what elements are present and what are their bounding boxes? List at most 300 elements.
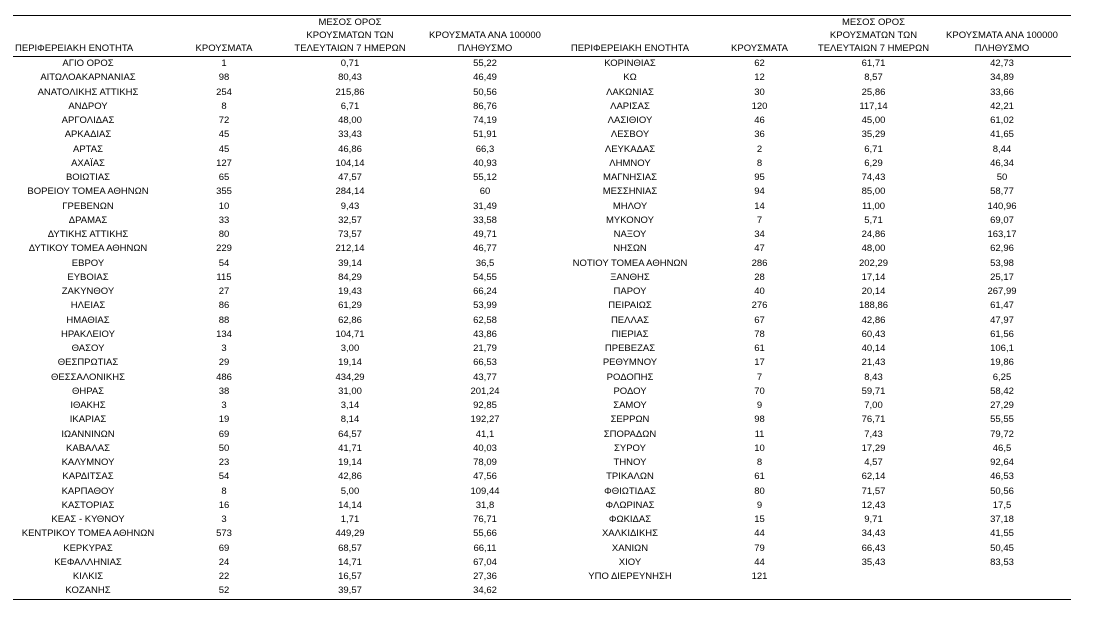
left-cases-cell: 254: [216, 86, 232, 98]
right-region-cell: ΜΗΛΟΥ: [612, 200, 648, 212]
right-cases-cell: 17: [754, 357, 765, 369]
right-avg7-cell: [814, 584, 933, 599]
right-cases-cell: 61: [754, 343, 765, 354]
left-avg7-cell: 14,14: [338, 499, 362, 511]
table-row: [13, 371, 1071, 385]
right-per100k-cell: 163,17: [987, 229, 1017, 240]
right-per100k-cell: 46,5: [992, 442, 1012, 454]
table-row: [13, 228, 1071, 242]
right-per100k-cell: 58,77: [990, 186, 1014, 198]
right-cases-cell: 94: [754, 186, 765, 198]
right-per100k-cell: 58,42: [990, 385, 1014, 397]
left-region-cell: ΑΓΙΟ ΟΡΟΣ: [62, 58, 114, 69]
left-avg7-cell: 39,57: [285, 584, 415, 599]
header-per100k-left: [415, 16, 555, 57]
right-avg7-cell: 11,00: [861, 200, 886, 212]
table-row: [13, 257, 1071, 271]
left-avg7-cell: 48,00: [338, 115, 362, 126]
right-cases-cell: 34: [754, 229, 765, 240]
left-per100k-cell: 201,24: [470, 385, 500, 397]
left-region-cell: ΘΗΡΑΣ: [71, 385, 105, 397]
right-region-cell: ΠΙΕΡΙΑΣ: [611, 328, 649, 340]
table-row: [13, 527, 1071, 541]
header-avg7-line2: ΚΡΟΥΣΜΑΤΩΝ ΤΩΝ: [829, 30, 918, 41]
left-cases-cell: 3: [221, 343, 227, 354]
table-row: [13, 314, 1071, 328]
left-per100k-cell: 40,03: [473, 442, 497, 454]
table-row: [13, 513, 1071, 527]
left-cases-cell: 229: [216, 243, 232, 255]
left-cases-cell: 69: [218, 428, 230, 440]
left-per100k-cell: 76,71: [473, 514, 497, 525]
right-region-cell: ΣΕΡΡΩΝ: [610, 414, 650, 426]
right-per100k-cell: 92,64: [990, 457, 1014, 468]
left-cases-cell: 486: [216, 371, 232, 383]
right-cases-cell: 120: [751, 100, 768, 112]
right-per100k-cell: [933, 570, 1071, 584]
left-region-cell: ΖΑΚΥΝΘΟΥ: [61, 286, 115, 297]
right-avg7-cell: 7,00: [864, 400, 883, 411]
right-per100k-cell: 34,89: [990, 72, 1014, 84]
cases-table-container: [13, 15, 1071, 600]
right-region-cell: ΥΠΟ ΔΙΕΡΕΥΝΗΣΗ: [588, 571, 672, 582]
table-row: [13, 57, 1071, 72]
left-region-cell: ΑΝΔΡΟΥ: [68, 100, 108, 112]
right-per100k-cell: 50: [996, 172, 1008, 183]
left-cases-cell: 115: [216, 271, 232, 283]
right-avg7-cell: 45,00: [861, 115, 886, 126]
left-avg7-cell: 80,43: [338, 72, 362, 84]
left-avg7-cell: 14,71: [338, 556, 362, 568]
right-avg7-cell: 117,14: [859, 100, 888, 112]
right-per100k-cell: 61,56: [990, 328, 1014, 340]
right-per100k-cell: 37,18: [990, 514, 1014, 525]
right-per100k-cell: 6,25: [992, 371, 1012, 383]
left-per100k-cell: 55,66: [473, 528, 497, 540]
header-avg7-line3: ΤΕΛΕΥΤΑΙΩΝ 7 ΗΜΕΡΩΝ: [817, 43, 930, 54]
table-body: [13, 57, 1071, 600]
right-per100k-cell: 33,66: [990, 86, 1014, 98]
left-cases-cell: 134: [216, 328, 232, 340]
table-row: [13, 328, 1071, 342]
right-region-cell: ΛΕΥΚΑΔΑΣ: [604, 143, 656, 155]
left-region-cell: ΑΝΑΤΟΛΙΚΗΣ ΑΤΤΙΚΗΣ: [37, 86, 139, 98]
left-per100k-cell: 34,62: [415, 584, 555, 599]
table-row: [13, 143, 1071, 157]
left-per100k-cell: 109,44: [470, 485, 500, 497]
right-region-cell: ΚΩ: [623, 72, 637, 84]
right-cases-cell: 46: [754, 115, 765, 126]
right-avg7-cell: 62,14: [861, 471, 886, 483]
right-avg7-cell: 17,14: [861, 271, 886, 283]
left-per100k-cell: 41,1: [475, 428, 495, 440]
right-per100k-cell: 47,97: [990, 314, 1014, 326]
left-avg7-cell: 104,14: [335, 157, 365, 169]
right-region-cell: ΡΕΘΥΜΝΟΥ: [602, 357, 658, 369]
right-cases-cell: 10: [754, 442, 765, 454]
right-per100k-cell: 62,96: [990, 243, 1014, 255]
right-cases-cell: 44: [754, 528, 765, 540]
left-avg7-cell: 434,29: [335, 371, 365, 383]
right-region-cell: ΛΑΚΩΝΙΑΣ: [606, 86, 654, 98]
right-avg7-cell: 35,43: [861, 556, 886, 568]
left-cases-cell: 23: [218, 457, 230, 468]
left-region-cell: ΕΥΒΟΙΑΣ: [67, 271, 109, 283]
right-per100k-cell: 46,53: [990, 471, 1014, 483]
left-cases-cell: 127: [216, 157, 232, 169]
right-cases-cell: 2: [756, 143, 763, 155]
left-region-cell: ΘΕΣΣΑΛΟΝΙΚΗΣ: [51, 371, 125, 383]
right-avg7-cell: 71,57: [861, 485, 886, 497]
table-row: [13, 271, 1071, 285]
left-per100k-cell: 92,85: [473, 400, 497, 411]
left-region-cell: ΚΑΛΥΜΝΟΥ: [61, 457, 115, 468]
left-per100k-cell: 36,5: [475, 257, 495, 269]
header-region-left: ΠΕΡΙΦΕΡΕΙΑΚΗ ΕΝΟΤΗΤΑ: [13, 16, 163, 57]
right-region-cell: ΝΗΣΩΝ: [613, 243, 647, 255]
left-cases-cell: 355: [216, 186, 232, 198]
left-per100k-cell: 46,49: [473, 72, 497, 84]
left-region-cell: ΒΟΡΕΙΟΥ ΤΟΜΕΑ ΑΘΗΝΩΝ: [27, 186, 149, 198]
right-cases-cell: 8: [756, 157, 763, 169]
right-cases-cell: 121: [751, 571, 768, 582]
left-per100k-cell: 66,11: [473, 542, 497, 554]
left-avg7-cell: 47,57: [338, 172, 362, 183]
table-row: [13, 200, 1071, 214]
left-region-cell: ΘΕΣΠΡΩΤΙΑΣ: [57, 357, 119, 369]
right-per100k-cell: 69,07: [990, 214, 1014, 226]
right-cases-cell: 79: [754, 542, 765, 554]
left-avg7-cell: 9,43: [340, 200, 360, 212]
left-cases-cell: 65: [218, 172, 230, 183]
table-row: [13, 114, 1071, 128]
right-avg7-cell: 6,71: [864, 143, 883, 155]
table-row: [13, 428, 1071, 442]
left-cases-cell: 22: [218, 571, 230, 582]
right-per100k-cell: 41,55: [990, 528, 1014, 540]
left-avg7-cell: 62,86: [338, 314, 362, 326]
right-region-cell: ΦΩΚΙΔΑΣ: [608, 514, 652, 525]
left-region-cell: ΔΡΑΜΑΣ: [68, 214, 108, 226]
left-region-cell: ΓΡΕΒΕΝΩΝ: [62, 200, 114, 212]
right-region-cell: ΡΟΔΟΥ: [613, 385, 647, 397]
right-per100k-cell: 140,96: [987, 200, 1017, 212]
left-cases-cell: 1: [221, 58, 227, 69]
table-row: [13, 86, 1071, 100]
right-region-cell: ΣΑΜΟΥ: [613, 400, 647, 411]
left-cases-cell: 3: [221, 400, 227, 411]
right-per100k-cell: 53,98: [990, 257, 1014, 269]
right-region-cell: ΣΠΟΡΑΔΩΝ: [603, 428, 657, 440]
right-region-cell: ΠΕΛΛΑΣ: [610, 314, 650, 326]
right-per100k-cell: 19,86: [990, 357, 1014, 369]
left-per100k-cell: 31,8: [475, 499, 495, 511]
right-per100k-cell: 83,53: [990, 556, 1014, 568]
left-cases-cell: 98: [218, 72, 230, 84]
right-cases-cell: 36: [754, 129, 765, 141]
left-per100k-cell: 47,56: [473, 471, 497, 483]
right-per100k-cell: 61,02: [990, 115, 1014, 126]
right-per100k-cell: [933, 584, 1071, 599]
left-cases-cell: 54: [218, 257, 230, 269]
table-row: [13, 485, 1071, 499]
left-cases-cell: 3: [221, 514, 227, 525]
left-region-cell: ΗΜΑΘΙΑΣ: [66, 314, 110, 326]
left-cases-cell: 45: [218, 129, 230, 141]
left-avg7-cell: 46,86: [338, 143, 362, 155]
left-avg7-cell: 73,57: [338, 229, 362, 240]
right-avg7-cell: 66,43: [861, 542, 886, 554]
left-avg7-cell: 449,29: [335, 528, 365, 540]
right-region-cell: ΠΡΕΒΕΖΑΣ: [604, 343, 656, 354]
left-cases-cell: 8: [221, 485, 227, 497]
left-per100k-cell: 49,71: [473, 229, 497, 240]
right-cases-cell: 70: [754, 385, 765, 397]
left-avg7-cell: 104,71: [335, 328, 365, 340]
left-cases-cell: 86: [218, 300, 230, 312]
left-region-cell: ΑΧΑΪΑΣ: [71, 157, 105, 169]
right-cases-cell: 30: [754, 86, 765, 98]
table-row: [13, 399, 1071, 413]
left-cases-cell: 33: [218, 214, 230, 226]
right-region-cell: ΤΡΙΚΑΛΩΝ: [606, 471, 654, 483]
right-avg7-cell: 25,86: [861, 86, 886, 98]
left-per100k-cell: 40,93: [473, 157, 497, 169]
left-region-cell: ΚΕΝΤΡΙΚΟΥ ΤΟΜΕΑ ΑΘΗΝΩΝ: [21, 528, 155, 540]
left-avg7-cell: 39,14: [338, 257, 362, 269]
left-per100k-cell: 43,77: [473, 371, 497, 383]
left-per100k-cell: 86,76: [473, 100, 497, 112]
left-per100k-cell: 46,77: [473, 243, 497, 255]
left-cases-cell: 69: [218, 542, 230, 554]
left-per100k-cell: 66,24: [473, 286, 497, 297]
left-per100k-cell: 192,27: [470, 414, 500, 426]
left-avg7-cell: 33,43: [338, 129, 362, 141]
right-per100k-cell: 8,44: [992, 143, 1012, 155]
left-region-cell: ΙΘΑΚΗΣ: [70, 400, 106, 411]
cases-by-regional-unit-table: [13, 15, 1071, 600]
right-region-cell: ΞΑΝΘΗΣ: [610, 271, 650, 283]
right-region-cell: ΛΕΣΒΟΥ: [610, 129, 650, 141]
right-per100k-cell: 42,21: [990, 100, 1014, 112]
table-row: [13, 185, 1071, 199]
header-per100k-line1: ΚΡΟΥΣΜΑΤΑ ΑΝΑ 100000: [946, 30, 1058, 41]
right-region-cell: ΤΗΝΟΥ: [613, 457, 647, 468]
right-per100k-cell: 50,56: [990, 485, 1014, 497]
left-per100k-cell: 55,12: [473, 172, 497, 183]
right-per100k-cell: 41,65: [990, 129, 1014, 141]
header-avg7-right: [814, 16, 933, 57]
left-per100k-cell: 43,86: [473, 328, 497, 340]
left-avg7-cell: 1,71: [340, 514, 360, 525]
right-region-cell: ΠΕΙΡΑΙΩΣ: [608, 300, 652, 312]
right-cases-cell: 286: [751, 257, 768, 269]
right-avg7-cell: [814, 570, 933, 584]
left-avg7-cell: 31,00: [338, 385, 362, 397]
right-cases-cell: 14: [754, 200, 765, 212]
table-row: [13, 285, 1071, 299]
left-per100k-cell: 74,19: [473, 115, 497, 126]
left-region-cell: ΚΑΒΑΛΑΣ: [66, 442, 110, 454]
left-cases-cell: 50: [218, 442, 230, 454]
right-region-cell: ΦΘΙΩΤΙΔΑΣ: [604, 485, 656, 497]
header-per100k-line1: ΚΡΟΥΣΜΑΤΑ ΑΝΑ 100000: [429, 30, 541, 41]
left-per100k-cell: 51,91: [473, 129, 497, 141]
right-region-cell: ΚΟΡΙΝΘΙΑΣ: [604, 58, 656, 69]
table-row: [13, 299, 1071, 313]
right-per100k-cell: 42,73: [990, 58, 1014, 69]
left-avg7-cell: 0,71: [340, 58, 360, 69]
left-per100k-cell: 54,55: [473, 271, 497, 283]
right-per100k-cell: 27,29: [990, 400, 1014, 411]
right-region-cell: ΝΟΤΙΟΥ ΤΟΜΕΑ ΑΘΗΝΩΝ: [572, 257, 688, 269]
header-avg7-left: [285, 16, 415, 57]
header-region-right: ΠΕΡΙΦΕΡΕΙΑΚΗ ΕΝΟΤΗΤΑ: [555, 16, 705, 57]
right-per100k-cell: 55,55: [990, 414, 1014, 426]
header-avg7-line1: ΜΕΣΟΣ ΟΡΟΣ: [841, 17, 905, 28]
left-cases-cell: 16: [218, 499, 230, 511]
right-region-cell: ΛΗΜΝΟΥ: [609, 157, 651, 169]
table-row: [13, 442, 1071, 456]
right-region-cell: ΧΑΝΙΩΝ: [611, 542, 649, 554]
right-cases-cell: 7: [756, 214, 763, 226]
right-cases-cell: 28: [754, 271, 765, 283]
table-row: [13, 542, 1071, 556]
header-avg7-line1: ΜΕΣΟΣ ΟΡΟΣ: [318, 17, 382, 28]
right-avg7-cell: 34,43: [861, 528, 886, 540]
right-cases-cell: 62: [754, 58, 765, 69]
right-avg7-cell: 74,43: [861, 172, 886, 183]
right-avg7-cell: 17,29: [861, 442, 886, 454]
right-cases-cell: 12: [754, 72, 765, 84]
table-row: [13, 456, 1071, 470]
right-cases-cell: 8: [756, 457, 763, 468]
right-per100k-cell: 106,1: [990, 343, 1014, 354]
right-region-cell: ΡΟΔΟΠΗΣ: [606, 371, 654, 383]
left-cases-cell: 38: [218, 385, 230, 397]
right-region-cell: ΛΑΡΙΣΑΣ: [610, 100, 650, 112]
left-per100k-cell: 62,58: [473, 314, 497, 326]
table-row: [13, 342, 1071, 356]
table-row: [13, 584, 1071, 599]
right-avg7-cell: 5,71: [864, 214, 883, 226]
left-region-cell: ΒΟΙΩΤΙΑΣ: [65, 172, 111, 183]
right-cases-cell: 15: [754, 514, 765, 525]
right-avg7-cell: 21,43: [861, 357, 886, 369]
right-region-cell: ΜΥΚΟΝΟΥ: [606, 214, 654, 226]
header-row: [13, 16, 1071, 57]
table-row: [13, 100, 1071, 114]
right-per100k-cell: 79,72: [990, 428, 1014, 440]
right-avg7-cell: 60,43: [861, 328, 886, 340]
right-cases-cell: [705, 584, 814, 599]
right-per100k-cell: 25,17: [990, 271, 1014, 283]
table-row: [13, 214, 1071, 228]
right-avg7-cell: 35,29: [861, 129, 886, 141]
table-row: [13, 128, 1071, 142]
right-avg7-cell: 7,43: [864, 428, 883, 440]
right-per100k-cell: 46,34: [990, 157, 1014, 169]
right-cases-cell: 67: [754, 314, 765, 326]
table-header: [13, 16, 1071, 57]
left-region-cell: ΔΥΤΙΚΗΣ ΑΤΤΙΚΗΣ: [47, 229, 129, 240]
right-avg7-cell: 8,57: [864, 72, 883, 84]
right-cases-cell: 47: [754, 243, 765, 255]
table-row: [13, 242, 1071, 256]
left-avg7-cell: 19,14: [338, 357, 362, 369]
table-row: [13, 356, 1071, 370]
left-region-cell: ΙΚΑΡΙΑΣ: [69, 414, 107, 426]
left-avg7-cell: 32,57: [338, 214, 362, 226]
table-row: [13, 385, 1071, 399]
right-region-cell: [555, 584, 705, 599]
left-region-cell: ΑΙΤΩΛΟΑΚΑΡΝΑΝΙΑΣ: [40, 72, 136, 84]
right-per100k-cell: 17,5: [992, 499, 1012, 511]
left-avg7-cell: 64,57: [338, 428, 362, 440]
header-avg7-line3: ΤΕΛΕΥΤΑΙΩΝ 7 ΗΜΕΡΩΝ: [294, 43, 406, 54]
left-region-cell: ΚΑΣΤΟΡΙΑΣ: [61, 499, 115, 511]
left-avg7-cell: 8,14: [340, 414, 360, 426]
right-cases-cell: 95: [754, 172, 765, 183]
right-avg7-cell: 8,43: [864, 371, 883, 383]
right-per100k-cell: 267,99: [987, 286, 1017, 297]
left-cases-cell: 24: [218, 556, 230, 568]
left-per100k-cell: 60: [479, 186, 491, 198]
left-region-cell: ΔΥΤΙΚΟΥ ΤΟΜΕΑ ΑΘΗΝΩΝ: [28, 243, 148, 255]
left-avg7-cell: 42,86: [338, 471, 362, 483]
left-region-cell: ΚΕΡΚΥΡΑΣ: [63, 542, 113, 554]
left-avg7-cell: 3,00: [340, 343, 360, 354]
right-avg7-cell: 40,14: [861, 343, 886, 354]
left-avg7-cell: 41,71: [338, 442, 362, 454]
left-per100k-cell: 78,09: [473, 457, 497, 468]
table-row: [13, 556, 1071, 570]
left-region-cell: ΑΡΓΟΛΙΔΑΣ: [61, 115, 115, 126]
left-region-cell: ΘΑΣΟΥ: [71, 343, 105, 354]
right-region-cell: ΧΑΛΚΙΔΙΚΗΣ: [601, 528, 659, 540]
left-cases-cell: 54: [218, 471, 230, 483]
right-cases-cell: 7: [756, 371, 763, 383]
table-row: [13, 413, 1071, 427]
left-avg7-cell: 3,14: [340, 400, 360, 411]
left-cases-cell: 80: [218, 229, 230, 240]
right-avg7-cell: 24,86: [861, 229, 886, 240]
right-region-cell: ΝΑΞΟΥ: [613, 229, 647, 240]
right-cases-cell: 78: [754, 328, 765, 340]
left-per100k-cell: 66,3: [475, 143, 495, 155]
right-cases-cell: 276: [751, 300, 768, 312]
right-region-cell: ΜΕΣΣΗΝΙΑΣ: [602, 186, 658, 198]
right-per100k-cell: 61,47: [990, 300, 1014, 312]
left-region-cell: ΚΕΑΣ - ΚΥΘΝΟΥ: [51, 514, 125, 525]
header-cases-right: ΚΡΟΥΣΜΑΤΑ: [705, 16, 814, 57]
left-cases-cell: 72: [218, 115, 230, 126]
left-cases-cell: 29: [218, 357, 230, 369]
table-row: [13, 570, 1071, 584]
left-region-cell: ΚΟΖΑΝΗΣ: [13, 584, 163, 599]
left-avg7-cell: 6,71: [340, 100, 360, 112]
right-region-cell: ΜΑΓΝΗΣΙΑΣ: [603, 172, 657, 183]
left-avg7-cell: 284,14: [335, 186, 365, 198]
left-per100k-cell: 27,36: [473, 571, 497, 582]
table-row: [13, 470, 1071, 484]
left-per100k-cell: 50,56: [473, 86, 497, 98]
right-per100k-cell: 50,45: [990, 542, 1014, 554]
left-avg7-cell: 19,43: [338, 286, 362, 297]
left-cases-cell: 88: [218, 314, 230, 326]
right-avg7-cell: 76,71: [861, 414, 886, 426]
left-per100k-cell: 31,49: [473, 200, 497, 212]
